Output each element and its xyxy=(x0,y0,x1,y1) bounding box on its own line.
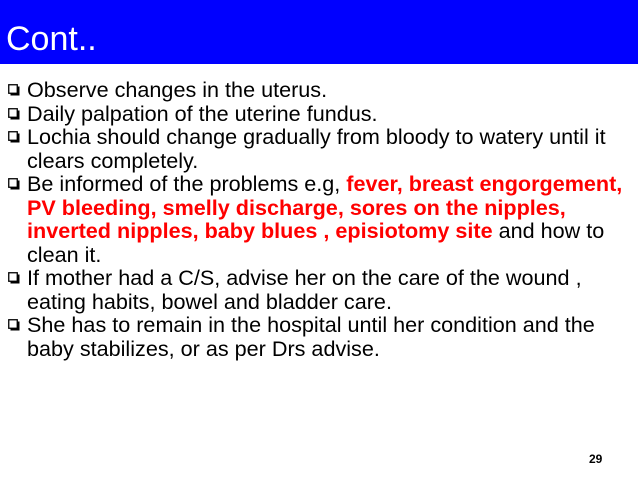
slide-title: Cont.. xyxy=(6,20,97,58)
page-number: 29 xyxy=(589,452,603,466)
square-checkbox-icon xyxy=(8,178,20,190)
square-checkbox-icon xyxy=(8,131,20,143)
square-checkbox-icon xyxy=(8,272,20,284)
bullet-item xyxy=(0,125,628,172)
bullet-item xyxy=(0,102,628,126)
bullet-text: If mother had a C/S, advise her on the care of the wound , eating habits, bowel and bladder care. xyxy=(27,265,582,314)
square-checkbox-icon xyxy=(8,108,20,120)
square-checkbox-icon xyxy=(8,319,20,331)
bullet-text: and how to clean it. xyxy=(27,218,605,267)
bullet-text: Lochia should change gradually from bloody to watery until it clears completely. xyxy=(27,124,606,173)
highlighted-text: fever, breast engorgement, PV bleeding, smelly discharge, sores on the nipples, inverted nipples, baby blues , episiotomy site xyxy=(27,171,623,243)
square-checkbox-icon xyxy=(8,84,20,96)
bullet-text: Observe changes in the uterus. xyxy=(27,77,328,102)
bullet-list xyxy=(0,78,628,360)
bullet-text: Daily palpation of the uterine fundus. xyxy=(27,100,378,126)
bullet-item xyxy=(0,78,628,102)
bullet-item xyxy=(0,313,628,360)
bullet-item xyxy=(0,172,628,266)
bullet-item xyxy=(0,266,628,313)
bullet-text: She has to remain in the hospital until her condition and the baby stabilizes, or as per Drs advise. xyxy=(27,312,595,361)
bullet-text: Be informed of the problems e.g, xyxy=(27,171,347,196)
